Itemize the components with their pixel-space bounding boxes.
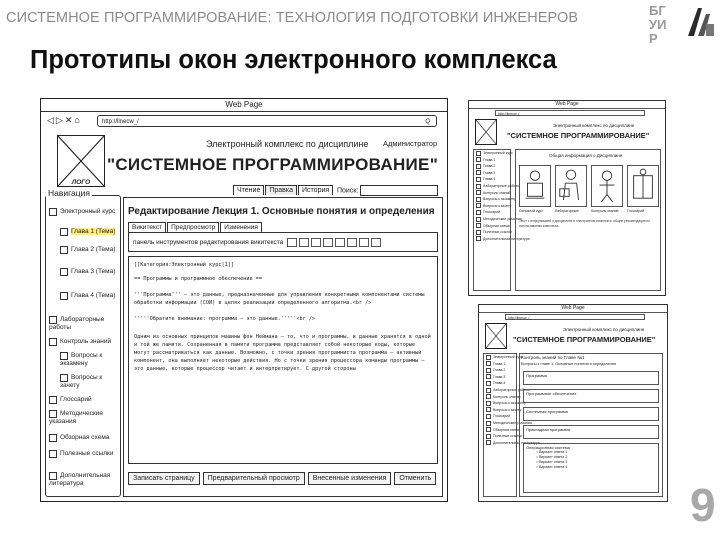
nav-item[interactable]: Методические указания [474, 216, 510, 223]
nav-item-literature[interactable] [49, 472, 119, 487]
info-text: Текст с информацией о дисциплине и электронном комплексе, общие рекомендации по использованию комплекса. [519, 219, 650, 228]
nav-item-links[interactable] [49, 450, 119, 458]
page-icon [60, 374, 68, 382]
address-bar[interactable]: http://llnecw_/ [505, 314, 645, 320]
nav-item[interactable]: Методические указания [484, 420, 516, 427]
nav-item[interactable]: Глава 2 [484, 367, 516, 374]
placeholder-cross-icon [486, 324, 506, 348]
labs-figure[interactable] [555, 165, 587, 207]
question-block[interactable] [523, 407, 659, 421]
save-page-button[interactable]: Записать страницу [128, 472, 200, 485]
admin-link[interactable]: Администратор [383, 139, 438, 148]
figure-caption: Основной курс [519, 209, 543, 213]
nav-item-exam[interactable] [60, 352, 116, 367]
nav-item-control[interactable] [49, 338, 119, 346]
nav-item[interactable]: Глава 1 [474, 157, 510, 164]
search-icon[interactable]: Q [425, 119, 430, 125]
answer-option[interactable]: ○ Вариант ответа 1 [536, 450, 656, 455]
wikitext-editor[interactable] [128, 256, 438, 464]
tab-read[interactable]: Чтение [233, 185, 264, 195]
panel-title: Общая информация о Дисциплине [549, 153, 623, 158]
nav-item[interactable]: Глава 1 [484, 361, 516, 368]
address-bar[interactable] [97, 115, 437, 127]
logo-placeholder [57, 135, 105, 187]
nav-item[interactable]: Полезные ссылки [484, 433, 516, 440]
tab-history[interactable]: История [298, 185, 333, 195]
nav-item[interactable]: Контроль знаний [474, 190, 510, 197]
nav-item-label: Глава 2 (Тема) [71, 246, 116, 253]
panel-subtitle: Вопросы к главе 1. Основные понятия и определения [521, 362, 616, 366]
search-label: Поиск: [337, 187, 359, 195]
nav-item-course[interactable] [49, 208, 119, 216]
nav-item-label: Глава 1 (Тема) [71, 228, 116, 235]
nav-item[interactable]: Глоссарий [484, 413, 516, 420]
question-text: Операционная система [526, 445, 570, 450]
logo-line-3: Р [649, 31, 658, 46]
expand-icon [49, 208, 57, 216]
discipline-brand: "СИСТЕМНОЕ ПРОГРАММИРОВАНИЕ" [107, 155, 439, 174]
nav-item[interactable]: Глава 3 [484, 374, 516, 381]
nav-item[interactable]: Полезные ссылки [474, 229, 510, 236]
nav-item-label: Вопросы к экзамену [60, 352, 103, 367]
nav-item-label: Дополнительная литература [49, 472, 111, 487]
toolbar-button[interactable] [323, 238, 333, 247]
page-tabs [233, 185, 334, 195]
placeholder-cross-icon [476, 120, 496, 144]
university-logo-icon [684, 4, 716, 38]
panel-title: Контроль знаний по Главе №1 [521, 355, 585, 360]
nav-item[interactable]: Глава 2 [474, 163, 510, 170]
nav-item-guidelines[interactable] [49, 410, 119, 425]
nav-item-chapter-4[interactable] [60, 292, 116, 300]
nav-item-label: Глоссарий [60, 396, 92, 403]
question-block[interactable] [523, 425, 659, 439]
window-title: Web Page [41, 99, 447, 112]
toolbar-button[interactable] [299, 238, 309, 247]
page-icon [49, 450, 57, 458]
question-block[interactable] [523, 443, 659, 493]
nav-item[interactable]: Вопросы к зачету [484, 407, 516, 414]
figure-caption: Глоссарий [627, 209, 645, 213]
tab-changes[interactable]: Изменения [220, 222, 262, 232]
toolbar-button[interactable] [287, 238, 297, 247]
toolbar-button[interactable] [335, 238, 345, 247]
changes-button[interactable]: Внесенные изменения [308, 472, 392, 485]
university-logo-text [649, 4, 666, 46]
nav-item[interactable]: Глава 4 [484, 380, 516, 387]
logo-line-1: БГ [649, 3, 666, 18]
editor-subtabs [128, 222, 263, 232]
book-icon [628, 166, 658, 206]
nav-item[interactable]: Электронный курс [474, 150, 510, 157]
control-figure[interactable] [591, 165, 623, 207]
tab-edit[interactable]: Правка [265, 185, 297, 195]
navigation-title: Навигация [48, 188, 90, 198]
editor-line: Одним из основных принципов машины фон Неймана — то, что и программы, и данные хранятся в одной и той же памяти. Сохраненная в памяти программа представляет собой некоторые коды, которые могут рассматриваться как данные. Возможно, с точки зрения программиста программа — активный компонент, она выполняет некоторые действия. Но с точки зрения процессора команды программы — это данные, которые процессор читает и интерпретирует. С другой стороны [134, 334, 431, 372]
window-title: Web Page [469, 101, 665, 109]
complex-label: Электронный комплекс по дисциплине [563, 327, 645, 332]
reading-person-icon [520, 166, 550, 206]
editor-line: [[Категория:Электронный курс|1]] [134, 262, 234, 268]
nav-item-label: Полезные ссылки [60, 450, 114, 457]
search-area [337, 185, 438, 196]
course-figure[interactable] [519, 165, 551, 207]
nav-item[interactable]: Дополнительная литература [484, 440, 516, 447]
editor-line: '''''Обратите внимание: программа — это данные.'''''<br /> [134, 316, 316, 322]
navigation-panel [45, 188, 121, 497]
toolbar-button[interactable] [347, 238, 357, 247]
page-icon [60, 352, 68, 360]
complex-label: Электронный комплекс по дисциплине [553, 123, 635, 128]
nav-item[interactable]: Лабораторные работы [474, 183, 510, 190]
page-icon [60, 268, 68, 276]
slide-number: 9 [690, 479, 716, 531]
nav-item-labs[interactable] [49, 316, 119, 331]
editor-line: '''Программа''' — это данные, предназначенные для управления конкретными компонентами системы обработки информации (СОИ) в целях реализации определенного алгоритма.<br /> [134, 292, 425, 306]
expand-icon [49, 338, 57, 346]
content-title: Редактирование Лекция 1. Основные понятия и определения [128, 206, 435, 217]
nav-item-chapter-3[interactable] [60, 268, 116, 276]
nav-item-label: Глава 4 (Тема) [71, 292, 116, 299]
question-text: Программное обеспечение [526, 391, 577, 396]
figure-caption: Контроль знаний [591, 209, 619, 213]
test-window-mockup [478, 304, 668, 502]
search-input[interactable] [360, 185, 438, 196]
page-icon [60, 228, 68, 236]
nav-item[interactable]: Вопросы к зачету [474, 203, 510, 210]
nav-item[interactable]: Вопросы к экзамену [484, 400, 516, 407]
question-block[interactable] [523, 371, 659, 385]
nav-item-chapter-2[interactable] [60, 246, 116, 254]
answer-option[interactable]: ○ Вариант ответа 4 [536, 465, 656, 470]
nav-item-glossary[interactable] [49, 396, 119, 404]
nav-item-label: Электронный курс [60, 208, 116, 215]
figure-caption: Лабораторные [555, 209, 579, 213]
info-window-mockup [468, 100, 666, 296]
toolbar-button[interactable] [371, 238, 381, 247]
preview-button[interactable]: Предварительный просмотр [203, 472, 305, 485]
page-icon [49, 396, 57, 404]
editor-line: == Программы и программное обеспечение == [134, 276, 263, 282]
tab-preview[interactable]: Предпросмотр [167, 222, 219, 232]
glossary-figure[interactable] [627, 165, 659, 207]
answer-option[interactable]: ○ Вариант ответа 3 [536, 460, 656, 465]
page-icon [49, 434, 57, 442]
discipline-brand: "СИСТЕМНОЕ ПРОГРАММИРОВАНИЕ" [513, 335, 656, 344]
nav-item[interactable]: Лабораторные работы [484, 387, 516, 394]
question-text: Программа [526, 373, 547, 378]
question-text: Прикладная программа [526, 427, 570, 432]
nav-item-label: Лабораторные работы [49, 316, 105, 331]
nav-item[interactable]: Дополнительная литература [474, 236, 510, 243]
nav-item[interactable]: Контроль знаний [484, 394, 516, 401]
nav-item[interactable]: Глава 3 [474, 170, 510, 177]
student-icon [592, 166, 622, 206]
editor-buttons [128, 472, 439, 485]
toolbar-label: панель инструментов редактирования викитекста [133, 239, 284, 246]
nav-item-credit[interactable] [60, 374, 116, 389]
page-icon [60, 246, 68, 254]
logo-placeholder [475, 119, 497, 145]
nav-item-chapter-1[interactable] [60, 228, 116, 236]
page-icon [49, 410, 57, 418]
editor-toolbar [128, 232, 438, 252]
nav-item[interactable]: Обзорная схема [474, 223, 510, 230]
browser-nav-icons[interactable]: ◁▷✕⌂ [47, 115, 82, 125]
cancel-button[interactable]: Отменить [394, 472, 436, 485]
question-text: Системная программа [526, 409, 568, 414]
question-block[interactable] [523, 389, 659, 403]
nav-item[interactable]: Глоссарий [474, 209, 510, 216]
logo-placeholder [485, 323, 507, 349]
teacher-icon [556, 166, 586, 206]
nav-item-label: Вопросы к зачету [60, 374, 103, 389]
toolbar-button[interactable] [311, 238, 321, 247]
logo-line-2: УИ [649, 17, 667, 32]
slide-title: Прототипы окон электронного комплекса [30, 46, 557, 74]
nav-item-label: Глава 3 (Тема) [71, 268, 116, 275]
navigation-panel [473, 149, 530, 291]
toolbar-button[interactable] [359, 238, 369, 247]
discipline-brand: "СИСТЕМНОЕ ПРОГРАММИРОВАНИЕ" [507, 131, 650, 140]
window-title: Web Page [479, 305, 667, 313]
url-text: http://llnecw_/ [102, 119, 139, 125]
nav-item[interactable]: Глава 4 [474, 176, 510, 183]
page-icon [49, 472, 57, 480]
address-bar[interactable]: http://llnecw_/ [495, 110, 645, 116]
answer-option[interactable]: ○ Вариант ответа 2 [536, 455, 656, 460]
nav-item[interactable]: Обзорная схема [484, 427, 516, 434]
nav-item[interactable]: Вопросы к экзамену [474, 196, 510, 203]
nav-item-label: Обзорная схема [60, 434, 110, 441]
nav-item-label: Контроль знаний [60, 338, 112, 345]
nav-item[interactable]: Электронный курс [484, 354, 516, 361]
main-window-mockup [40, 98, 448, 502]
slide-header: СИСТЕМНОЕ ПРОГРАММИРОВАНИЕ: ТЕХНОЛОГИЯ ПОДГОТОВКИ ИНЖЕНЕРОВ [6, 10, 579, 26]
logo-caption: ЛОГО [71, 179, 91, 186]
page-icon [49, 316, 57, 324]
page-icon [60, 292, 68, 300]
complex-label: Электронный комплекс по дисциплине [206, 139, 369, 149]
edit-content-panel [123, 197, 443, 497]
nav-item-overview[interactable] [49, 434, 119, 442]
tab-wikitext[interactable]: Викитекст [128, 222, 166, 232]
nav-item-label: Методические указания [49, 410, 104, 425]
